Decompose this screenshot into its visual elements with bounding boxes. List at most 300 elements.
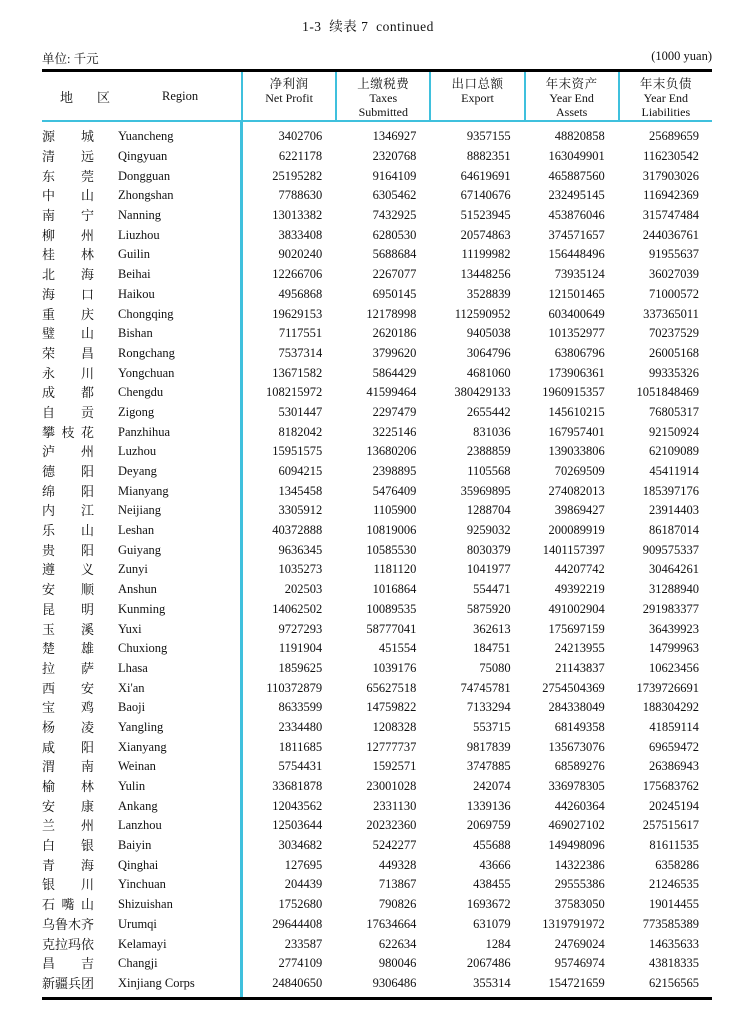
unit-label-zh: 单位: 千元 <box>42 52 99 66</box>
region-name-zh: 白 银 <box>42 838 94 854</box>
region-name-en: Lanzhou <box>118 818 162 833</box>
region-name-zh: 绵 阳 <box>42 483 94 499</box>
export-value: 3747885 <box>466 759 511 774</box>
table-row <box>42 127 712 147</box>
region-name-zh: 荣 昌 <box>42 345 94 361</box>
region-name-zh: 德 阳 <box>42 464 94 480</box>
region-name-en: Changji <box>118 956 158 971</box>
year-end-liabilities-value: 257515617 <box>642 818 699 833</box>
net-profit-value: 40372888 <box>272 523 323 538</box>
table-header <box>42 72 712 122</box>
export-value: 9405038 <box>466 326 511 341</box>
net-profit-value: 13671582 <box>272 365 323 380</box>
export-value: 553715 <box>473 719 511 734</box>
column-header-net-profit: 净利润 Net Profit <box>241 72 335 120</box>
region-name-en: Weinan <box>118 759 156 774</box>
region-name-en: Nanning <box>118 208 162 223</box>
region-name-en: Yuxi <box>118 621 142 636</box>
export-value: 20574863 <box>460 227 511 242</box>
net-profit-value: 1345458 <box>278 483 323 498</box>
taxes-submitted-value: 1016864 <box>372 582 417 597</box>
year-end-liabilities-value: 99335326 <box>648 365 699 380</box>
taxes-submitted-value: 980046 <box>378 956 417 971</box>
region-cell <box>42 799 241 814</box>
export-value: 112590952 <box>454 306 511 321</box>
region-name-zh: 昌 吉 <box>42 956 94 972</box>
region-name-zh: 清 远 <box>42 149 94 165</box>
region-name-en: Neijiang <box>118 503 162 518</box>
net-profit-value: 8182042 <box>278 424 323 439</box>
region-cell <box>42 484 241 499</box>
region-name-zh: 银 川 <box>42 877 94 893</box>
table-row <box>42 875 712 895</box>
table-row <box>42 521 712 541</box>
export-value: 242074 <box>473 779 511 794</box>
region-header-zh: 地 区 <box>60 89 110 105</box>
page-title: 1-3 续表 7 continued <box>302 19 434 34</box>
year-end-assets-value: 154721659 <box>548 975 605 990</box>
table-row <box>42 796 712 816</box>
taxes-submitted-value: 790826 <box>378 897 417 912</box>
region-name-zh: 成 都 <box>42 385 94 401</box>
export-value: 455688 <box>473 838 511 853</box>
region-cell <box>42 602 241 617</box>
export-value: 355314 <box>473 975 511 990</box>
export-value: 43666 <box>479 857 511 872</box>
year-end-liabilities-value: 909575337 <box>642 542 699 557</box>
net-profit-value: 1859625 <box>278 660 323 675</box>
table-row <box>42 442 712 462</box>
export-value: 1041977 <box>466 562 511 577</box>
year-end-assets-value: 167957401 <box>548 424 605 439</box>
region-cell <box>42 444 241 459</box>
region-name-en: Baiyin <box>118 838 152 853</box>
region-cell <box>42 759 241 774</box>
region-name-en: Yangling <box>118 719 164 734</box>
net-profit-value: 233587 <box>284 936 323 951</box>
region-cell <box>42 326 241 341</box>
year-end-assets-value: 121501465 <box>548 286 605 301</box>
region-name-en: Yulin <box>118 779 146 794</box>
export-value: 51523945 <box>460 208 511 223</box>
year-end-liabilities-value: 62109089 <box>648 444 699 459</box>
table-row <box>42 540 712 560</box>
region-name-zh: 遵 义 <box>42 562 94 578</box>
year-end-assets-value: 603400649 <box>548 306 605 321</box>
year-end-assets-value: 1319791972 <box>542 916 605 931</box>
year-end-liabilities-value: 14799963 <box>648 641 699 656</box>
year-end-liabilities-value: 45411914 <box>649 464 699 479</box>
export-value: 1693672 <box>466 897 511 912</box>
year-end-liabilities-value: 31288940 <box>648 582 699 597</box>
net-profit-value: 110372879 <box>266 680 323 695</box>
export-value: 67140676 <box>460 188 511 203</box>
net-profit-value: 8633599 <box>278 700 323 715</box>
column-header-export: 出口总额 Export <box>429 72 523 120</box>
region-name-en: Xianyang <box>118 739 167 754</box>
net-profit-value: 29644408 <box>272 916 323 931</box>
region-name-en: Anshun <box>118 582 157 597</box>
year-end-assets-value: 453876046 <box>548 208 605 223</box>
year-end-assets-value: 1401157397 <box>542 542 605 557</box>
region-name-en: Chongqing <box>118 306 174 321</box>
region-cell <box>42 464 241 479</box>
year-end-liabilities-value: 116230542 <box>643 149 699 164</box>
net-profit-value: 5301447 <box>278 404 323 419</box>
region-name-zh: 璧 山 <box>42 326 94 342</box>
taxes-submitted-value: 17634664 <box>366 916 417 931</box>
table-row <box>42 757 712 777</box>
net-profit-value: 12503644 <box>272 818 323 833</box>
region-cell <box>42 858 241 873</box>
region-name-zh: 楚 雄 <box>42 641 94 657</box>
taxes-submitted-value: 2331130 <box>373 798 417 813</box>
year-end-assets-value: 175697159 <box>548 621 605 636</box>
table-row <box>42 383 712 403</box>
taxes-submitted-value: 6305462 <box>372 188 417 203</box>
table-row <box>42 225 712 245</box>
year-end-assets-value: 173906361 <box>548 365 605 380</box>
year-end-assets-value: 39869427 <box>554 503 605 518</box>
region-cell <box>42 976 241 991</box>
taxes-submitted-value: 12777737 <box>366 739 417 754</box>
export-value: 8882351 <box>466 149 511 164</box>
region-cell <box>42 543 241 558</box>
table-row <box>42 836 712 856</box>
region-name-en: Lhasa <box>118 660 148 675</box>
year-end-liabilities-value: 244036761 <box>642 227 699 242</box>
region-name-en: Yinchuan <box>118 877 166 892</box>
region-name-zh: 拉 萨 <box>42 660 94 676</box>
region-name-zh: 安 顺 <box>42 582 94 598</box>
region-name-zh: 玉 溪 <box>42 621 94 637</box>
region-name-en: Beihai <box>118 267 151 282</box>
export-value: 2655442 <box>466 404 511 419</box>
taxes-submitted-value: 23001028 <box>366 779 417 794</box>
table-row <box>42 659 712 679</box>
export-value: 362613 <box>473 621 511 636</box>
export-value: 3528839 <box>466 286 511 301</box>
year-end-assets-value: 149498096 <box>548 838 605 853</box>
region-name-en: Yuancheng <box>118 129 174 144</box>
region-name-en: Zhongshan <box>118 188 174 203</box>
region-name-en: Panzhihua <box>118 424 171 439</box>
region-name-zh: 乐 山 <box>42 523 94 539</box>
net-profit-value: 1035273 <box>278 562 323 577</box>
region-cell <box>42 267 241 282</box>
region-name-zh: 内 江 <box>42 503 94 519</box>
net-profit-value: 3402706 <box>278 129 323 144</box>
net-profit-value: 24840650 <box>272 975 323 990</box>
year-end-assets-value: 21143837 <box>555 660 605 675</box>
table-row <box>42 265 712 285</box>
taxes-submitted-value: 1592571 <box>372 759 417 774</box>
table-row <box>42 166 712 186</box>
year-end-assets-value: 24769024 <box>554 936 605 951</box>
export-value: 631079 <box>473 916 511 931</box>
region-name-zh: 自 贡 <box>42 404 94 420</box>
taxes-submitted-value: 65627518 <box>366 680 417 695</box>
export-value: 2069759 <box>466 818 511 833</box>
taxes-submitted-value: 5242277 <box>372 838 417 853</box>
export-value: 3064796 <box>466 345 511 360</box>
export-value: 831036 <box>473 424 511 439</box>
region-cell <box>42 622 241 637</box>
table-row <box>42 501 712 521</box>
table-row <box>42 619 712 639</box>
region-name-zh: 克 拉 玛 依 <box>42 936 95 952</box>
year-end-assets-value: 135673076 <box>548 739 605 754</box>
region-cell <box>42 562 241 577</box>
region-name-en: Baoji <box>118 700 146 715</box>
year-end-assets-value: 284338049 <box>548 700 605 715</box>
export-value: 13448256 <box>460 267 511 282</box>
year-end-liabilities-value: 1051848469 <box>636 385 699 400</box>
year-end-liabilities-value: 25689659 <box>648 129 699 144</box>
year-end-liabilities-value: 1739726691 <box>636 680 699 695</box>
year-end-assets-value: 44207742 <box>554 562 605 577</box>
export-value: 9817839 <box>466 739 511 754</box>
taxes-submitted-value: 3225146 <box>372 424 417 439</box>
year-end-assets-value: 1960915357 <box>542 385 605 400</box>
year-end-assets-value: 37583050 <box>554 897 605 912</box>
table-row <box>42 600 712 620</box>
year-end-liabilities-value: 19014455 <box>648 897 699 912</box>
region-name-zh: 青 海 <box>42 857 94 873</box>
region-cell <box>42 307 241 322</box>
table-row <box>42 186 712 206</box>
net-profit-value: 2334480 <box>278 719 323 734</box>
year-end-assets-value: 145610215 <box>548 404 605 419</box>
year-end-assets-value: 232495145 <box>548 188 605 203</box>
export-value: 2388859 <box>466 444 511 459</box>
year-end-liabilities-value: 70237529 <box>648 326 699 341</box>
region-cell <box>42 582 241 597</box>
region-name-en: Shizuishan <box>118 897 173 912</box>
region-name-en: Urumqi <box>118 916 157 931</box>
taxes-submitted-value: 1181120 <box>373 562 417 577</box>
taxes-submitted-value: 5864429 <box>372 365 417 380</box>
net-profit-value: 6094215 <box>278 464 323 479</box>
taxes-submitted-value: 713867 <box>378 877 417 892</box>
year-end-assets-value: 49392219 <box>554 582 605 597</box>
table-row <box>42 895 712 915</box>
region-name-en: Bishan <box>118 326 153 341</box>
region-name-en: Chuxiong <box>118 641 168 656</box>
region-name-zh: 宝 鸡 <box>42 700 94 716</box>
region-name-zh: 源 城 <box>42 129 94 145</box>
export-value: 5875920 <box>466 601 511 616</box>
taxes-submitted-value: 1105900 <box>373 503 417 518</box>
region-cell <box>42 779 241 794</box>
taxes-submitted-value: 13680206 <box>366 444 417 459</box>
taxes-submitted-value: 41599464 <box>366 385 417 400</box>
region-name-en: Rongchang <box>118 345 175 360</box>
year-end-liabilities-value: 36439923 <box>648 621 699 636</box>
region-cell <box>42 208 241 223</box>
year-end-liabilities-value: 20245194 <box>648 798 699 813</box>
region-name-en: Ankang <box>118 798 158 813</box>
region-name-zh: 贵 阳 <box>42 542 94 558</box>
year-end-liabilities-value: 175683762 <box>642 779 699 794</box>
export-value: 74745781 <box>460 680 511 695</box>
region-name-zh: 昆 明 <box>42 601 94 617</box>
year-end-liabilities-value: 6358286 <box>655 857 699 872</box>
taxes-submitted-value: 20232360 <box>366 818 417 833</box>
net-profit-value: 33681878 <box>272 779 323 794</box>
net-profit-value: 204439 <box>284 877 323 892</box>
export-value: 35969895 <box>460 483 511 498</box>
net-profit-value: 9727293 <box>278 621 323 636</box>
export-value: 7133294 <box>466 700 511 715</box>
net-profit-value: 1191904 <box>278 641 323 656</box>
region-cell <box>42 877 241 892</box>
region-name-zh: 乌 鲁 木 齐 <box>42 916 95 932</box>
year-end-assets-value: 491002904 <box>548 601 605 616</box>
column-header-liabilities: 年末负债 Year End Liabilities <box>618 72 712 120</box>
net-profit-value: 7788630 <box>278 188 323 203</box>
region-cell <box>42 188 241 203</box>
region-name-zh: 桂 林 <box>42 247 94 263</box>
export-value: 8030379 <box>466 542 511 557</box>
year-end-liabilities-value: 76805317 <box>648 404 699 419</box>
region-name-en: Chengdu <box>118 385 164 400</box>
year-end-liabilities-value: 91955637 <box>648 247 699 262</box>
year-end-liabilities-value: 69659472 <box>648 739 699 754</box>
table-row <box>42 934 712 954</box>
region-cell <box>42 287 241 302</box>
year-end-assets-value: 68589276 <box>554 759 605 774</box>
year-end-liabilities-value: 62156565 <box>648 975 699 990</box>
net-profit-value: 3305912 <box>278 503 323 518</box>
year-end-liabilities-value: 43818335 <box>648 956 699 971</box>
net-profit-value: 202503 <box>284 582 323 597</box>
year-end-assets-value: 469027102 <box>548 818 605 833</box>
year-end-assets-value: 336978305 <box>548 779 605 794</box>
region-cell <box>42 247 241 262</box>
table-row <box>42 678 712 698</box>
region-name-en: Qinghai <box>118 857 159 872</box>
year-end-liabilities-value: 21246535 <box>648 877 699 892</box>
region-name-en: Mianyang <box>118 483 169 498</box>
export-value: 64619691 <box>460 168 511 183</box>
region-cell <box>42 169 241 184</box>
region-cell <box>42 917 241 932</box>
export-value: 2067486 <box>466 956 511 971</box>
year-end-assets-value: 14322386 <box>554 857 605 872</box>
region-name-en: Guilin <box>118 247 150 262</box>
region-cell <box>42 838 241 853</box>
region-name-zh: 渭 南 <box>42 759 94 775</box>
export-value: 1284 <box>485 936 511 951</box>
taxes-submitted-value: 3799620 <box>372 345 417 360</box>
taxes-submitted-value: 7432925 <box>372 208 417 223</box>
year-end-assets-value: 68149358 <box>554 719 605 734</box>
export-value: 1288704 <box>466 503 511 518</box>
net-profit-value: 5754431 <box>278 759 323 774</box>
year-end-liabilities-value: 36027039 <box>648 267 699 282</box>
region-cell <box>42 937 241 952</box>
taxes-submitted-value: 2398895 <box>372 464 417 479</box>
region-name-zh: 杨 凌 <box>42 719 94 735</box>
year-end-liabilities-value: 86187014 <box>648 523 699 538</box>
region-name-en: Liuzhou <box>118 227 160 242</box>
region-name-zh: 安 康 <box>42 798 94 814</box>
table-row <box>42 304 712 324</box>
region-cell <box>42 149 241 164</box>
table-row <box>42 698 712 718</box>
year-end-liabilities-value: 773585389 <box>642 916 699 931</box>
net-profit-value: 19629153 <box>272 306 323 321</box>
year-end-liabilities-value: 26005168 <box>648 345 699 360</box>
region-cell <box>42 818 241 833</box>
year-end-assets-value: 48820858 <box>554 129 605 144</box>
export-value: 1105568 <box>467 464 511 479</box>
net-profit-value: 3034682 <box>278 838 323 853</box>
region-name-en: Haikou <box>118 286 155 301</box>
region-cell <box>42 956 241 971</box>
unit-row <box>42 49 712 67</box>
taxes-submitted-value: 2297479 <box>372 404 417 419</box>
taxes-submitted-value: 1039176 <box>372 660 417 675</box>
taxes-submitted-value: 6950145 <box>372 286 417 301</box>
region-name-en: Kunming <box>118 601 166 616</box>
net-profit-value: 1811685 <box>278 739 323 754</box>
net-profit-value: 1752680 <box>278 897 323 912</box>
year-end-assets-value: 44260364 <box>554 798 605 813</box>
region-cell <box>42 425 241 440</box>
year-end-liabilities-value: 116942369 <box>643 188 699 203</box>
year-end-assets-value: 163049901 <box>548 149 605 164</box>
export-value: 380429133 <box>454 385 511 400</box>
taxes-submitted-value: 14759822 <box>366 700 417 715</box>
year-end-assets-value: 200089919 <box>548 523 605 538</box>
net-profit-value: 12043562 <box>272 798 323 813</box>
net-profit-value: 108215972 <box>265 385 323 400</box>
table-row <box>42 147 712 167</box>
table-row <box>42 462 712 482</box>
year-end-assets-value: 156448496 <box>548 247 605 262</box>
region-name-zh: 东 莞 <box>42 168 94 184</box>
table-body <box>42 122 712 1000</box>
table-row <box>42 344 712 364</box>
net-profit-value: 12266706 <box>272 267 323 282</box>
taxes-submitted-value: 1346927 <box>372 129 417 144</box>
table-row <box>42 285 712 305</box>
region-name-en: Zigong <box>118 404 155 419</box>
taxes-submitted-value: 449328 <box>378 857 417 872</box>
region-name-zh: 泸 州 <box>42 444 94 460</box>
year-end-liabilities-value: 14635633 <box>648 936 699 951</box>
year-end-liabilities-value: 185397176 <box>642 483 699 498</box>
year-end-liabilities-value: 317903026 <box>642 168 699 183</box>
region-name-en: Yongchuan <box>118 365 175 380</box>
unit-label-en: (1000 yuan) <box>651 49 712 63</box>
table-row <box>42 718 712 738</box>
region-cell <box>42 740 241 755</box>
net-profit-value: 25195282 <box>272 168 323 183</box>
table-row <box>42 245 712 265</box>
region-cell <box>42 346 241 361</box>
region-name-zh: 西 安 <box>42 680 94 696</box>
taxes-submitted-value: 2620186 <box>372 326 417 341</box>
region-name-zh: 新 疆 兵 团 <box>42 975 95 991</box>
net-profit-value: 6221178 <box>278 149 323 164</box>
year-end-assets-value: 63806796 <box>554 345 605 360</box>
year-end-liabilities-value: 291983377 <box>642 601 699 616</box>
region-name-en: Zunyi <box>118 562 148 577</box>
region-name-en: Xi'an <box>118 680 145 695</box>
